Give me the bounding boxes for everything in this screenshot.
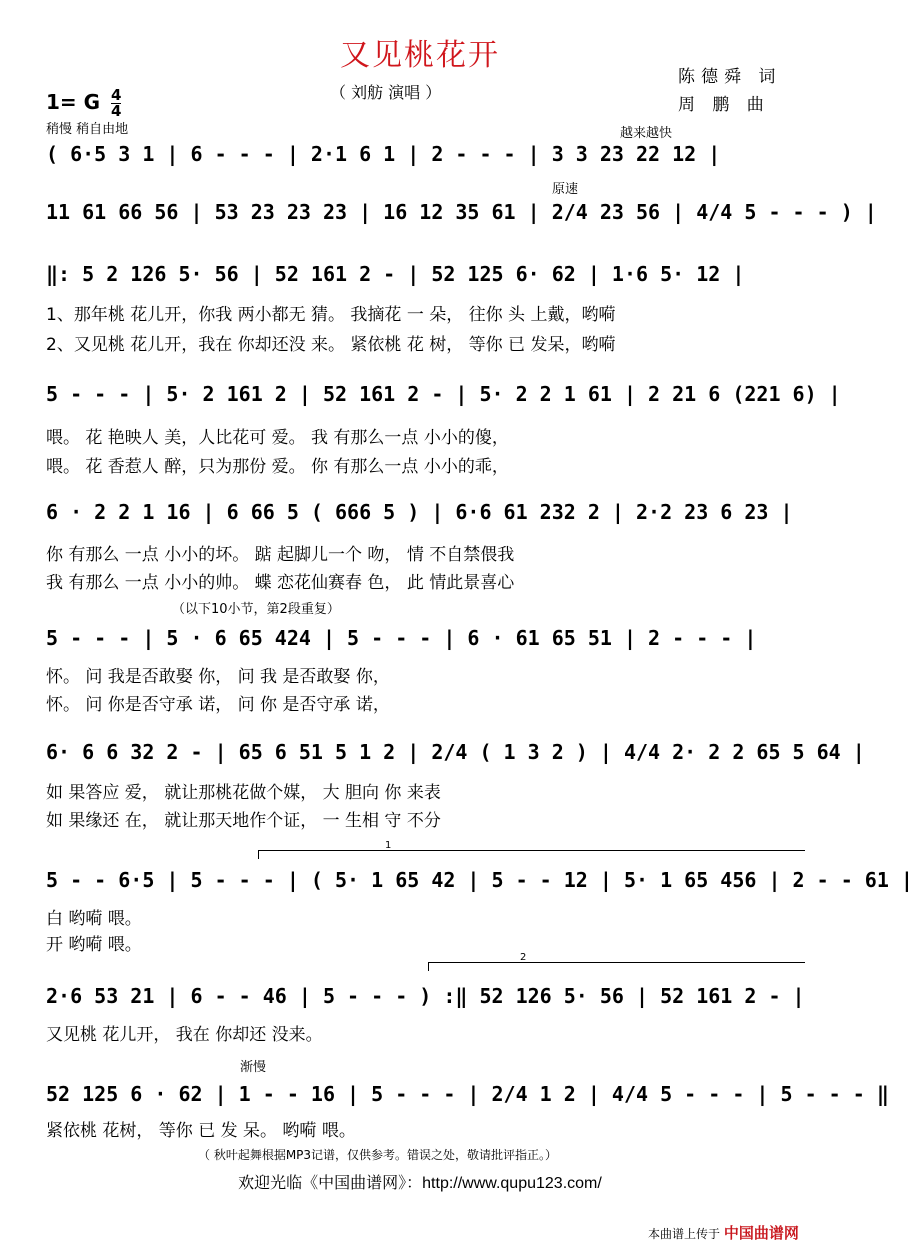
accel-marking: 越来越快 <box>620 126 673 141</box>
volta-bracket-1 <box>258 850 805 859</box>
repeat-note: （以下10小节，第2段重复） <box>172 602 340 617</box>
volta-number-2: 2 <box>520 952 527 963</box>
notation-system-6: 5 - - - | 5 · 6 65 424 | 5 - - - | 6 · 61 65 51 | 2 - - - | <box>46 626 757 650</box>
lyrics-8-verse-1: 白 哟嗬 喂。 <box>46 909 142 929</box>
notation-system-3: ‖: 5 2 126 5· 56 | 52 161 2 - | 52 125 6· 62 | 1·6 5· 12 | <box>46 262 745 286</box>
footnote: （ 秋叶起舞根据MP3记谱，仅供参考。错误之处，敬请批评指正。） <box>198 1148 558 1162</box>
lyrics-7-verse-1: 如 果答应 爱， 就让那桃花做个媒， 大 胆向 你 来表 <box>46 783 441 803</box>
lyrics-5-verse-1: 你 有那么 一点 小小的坏。 踮 起脚儿一个 吻， 情 不自禁偎我 <box>46 545 515 565</box>
lyrics-4-verse-1: 喂。 花 艳映人 美，人比花可 爱。 我 有那么一点 小小的傻， <box>46 428 509 448</box>
welcome-line: 欢迎光临《中国曲谱网》：http://www.qupu123.com/ <box>238 1175 602 1192</box>
a-tempo-marking: 原速 <box>552 182 579 197</box>
upload-text: 本曲谱上传于 <box>648 1227 721 1241</box>
lyrics-3-verse-2: 2、又见桃 花儿开，我在 你却还没 来。 紧依桃 花 树， 等你 已 发呆，哟嗬 <box>46 335 616 355</box>
lyrics-9: 又见桃 花儿开， 我在 你却还 没来。 <box>46 1025 323 1045</box>
composer-credit: 周 鹏 曲 <box>678 95 770 115</box>
time-bottom: 4 <box>111 102 122 120</box>
volta-number-1: 1 <box>385 840 392 851</box>
volta-bracket-2 <box>428 962 805 971</box>
tempo-marking: 稍慢 稍自由地 <box>46 122 129 137</box>
lyricist-credit: 陈德舜 词 <box>678 67 782 87</box>
time-signature <box>111 88 121 119</box>
notation-system-10: 52 125 6 · 62 | 1 - - 16 | 5 - - - | 2/4 1 2 | 4/4 5 - - - | 5 - - - ‖ <box>46 1082 889 1106</box>
lyrics-10: 紧依桃 花树， 等你 已 发 呆。 哟嗬 喂。 <box>46 1121 356 1141</box>
lyrics-6-verse-2: 怀。 问 你是否守承 诺， 问 你 是否守承 诺， <box>46 695 390 715</box>
notation-system-9: 2·6 53 21 | 6 - - 46 | 5 - - - ) :‖ 52 126 5· 56 | 52 161 2 - | <box>46 984 805 1008</box>
key-signature <box>46 88 121 119</box>
lyrics-3-verse-1: 1、那年桃 花儿开，你我 两小都无 猜。 我摘花 一 朵， 往你 头 上戴，哟嗬 <box>46 305 616 325</box>
notation-system-2: 11 61 66 56 | 53 23 23 23 | 16 12 35 61 | 2/4 23 56 | 4/4 5 - - - ) | <box>46 200 877 224</box>
key-label: 1= G <box>46 90 101 114</box>
lyrics-5-verse-2: 我 有那么 一点 小小的帅。 蝶 恋花仙赛春 色， 此 情此景喜心 <box>46 573 515 593</box>
lyrics-8-verse-2: 开 哟嗬 喂。 <box>46 935 142 955</box>
notation-system-5: 6 · 2 2 1 16 | 6 66 5 ( 666 5 ) | 6·6 61 232 2 | 2·2 23 6 23 | <box>46 500 793 524</box>
lyrics-7-verse-2: 如 果缘还 在， 就让那天地作个证， 一 生相 守 不分 <box>46 811 441 831</box>
upload-info <box>648 1222 799 1243</box>
notation-system-8: 5 - - 6·5 | 5 - - - | ( 5· 1 65 42 | 5 - - 12 | 5· 1 65 456 | 2 - - 61 | <box>46 868 913 892</box>
notation-system-7: 6· 6 6 32 2 - | 65 6 51 5 1 2 | 2/4 ( 1 3 2 ) | 4/4 2· 2 2 65 5 64 | <box>46 740 865 764</box>
performer-subtitle: （ 刘舫 演唱 ） <box>330 83 442 102</box>
lyrics-4-verse-2: 喂。 花 香惹人 醉，只为那份 爱。 你 有那么一点 小小的乖， <box>46 457 509 477</box>
page-title: 又见桃花开 <box>340 38 500 73</box>
time-top: 4 <box>111 86 122 104</box>
notation-system-4: 5 - - - | 5· 2 161 2 | 52 161 2 - | 5· 2 2 1 61 | 2 21 6 (221 6) | <box>46 382 841 406</box>
lyrics-6-verse-1: 怀。 问 我是否敢娶 你， 问 我 是否敢娶 你， <box>46 667 390 687</box>
site-logo: 中国曲谱网 <box>723 1224 799 1242</box>
notation-system-1: ( 6·5 3 1 | 6 - - - | 2·1 6 1 | 2 - - - | 3 3 23 22 12 | <box>46 142 721 166</box>
rit-marking: 渐慢 <box>240 1060 267 1075</box>
